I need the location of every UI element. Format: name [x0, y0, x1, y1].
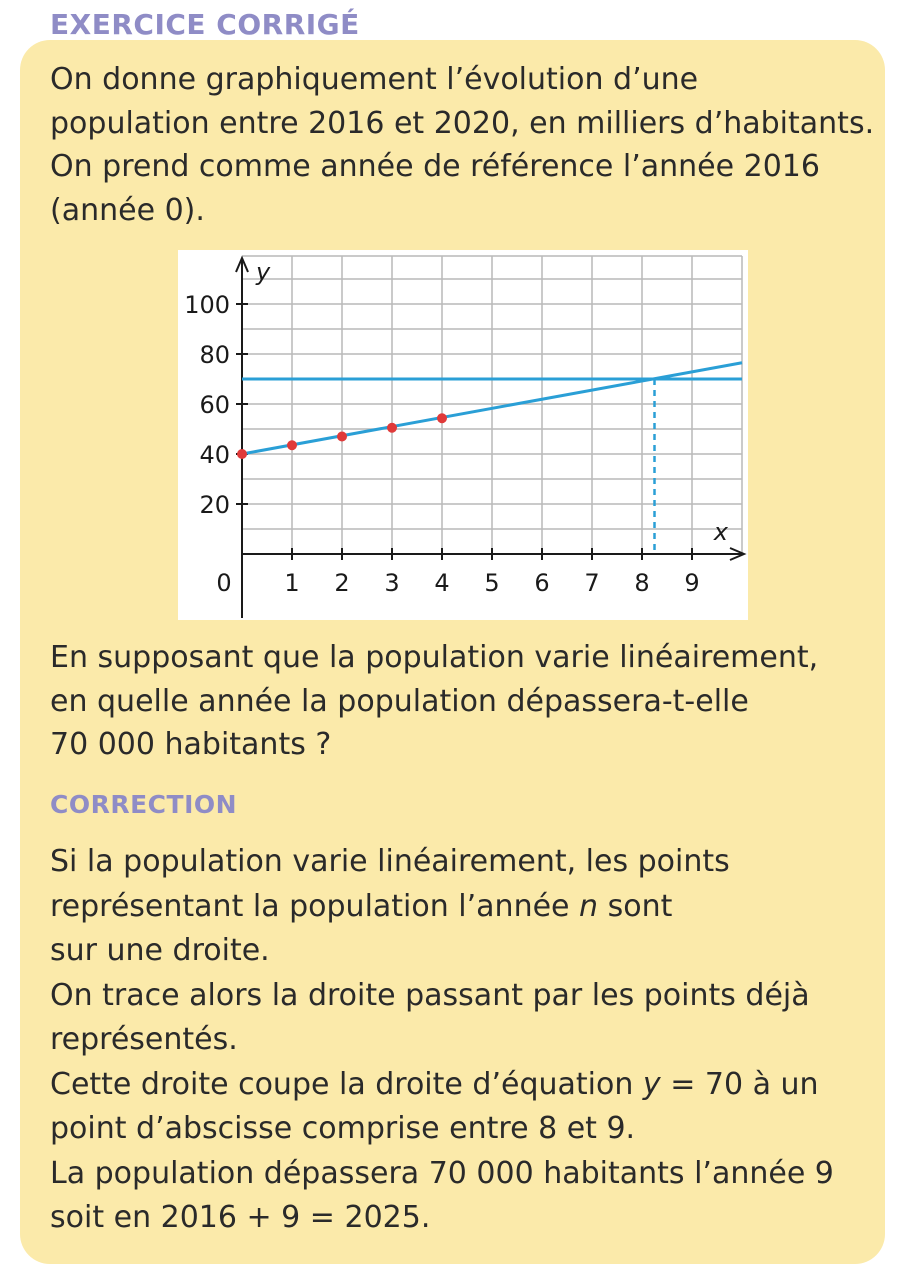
- question-paragraph: [50, 636, 818, 767]
- y-tick-label: 20: [199, 491, 230, 519]
- correction-line: sur une droite.: [50, 933, 270, 968]
- x-tick-label: 7: [584, 569, 600, 597]
- x-tick-label: 8: [634, 569, 650, 597]
- question-line: 70 000 habitants ?: [50, 727, 332, 762]
- correction-line: [50, 1063, 834, 1108]
- intro-line: On prend comme année de référence l’année 2016: [50, 149, 820, 184]
- data-point: [387, 423, 397, 433]
- question-line: en quelle année la population dépassera-t-elle: [50, 683, 749, 719]
- correction-line: On trace alors la droite passant par les points déjà: [50, 977, 810, 1013]
- origin-label: 0: [216, 569, 232, 597]
- x-tick-label: 6: [534, 569, 550, 597]
- data-point: [337, 432, 347, 442]
- x-axis-label: x: [713, 518, 728, 546]
- data-point: [437, 413, 447, 423]
- correction-heading: CORRECTION: [50, 790, 238, 819]
- x-tick-label: 4: [434, 569, 450, 597]
- correction-line: [50, 885, 834, 930]
- y-tick-label: 60: [199, 391, 230, 419]
- x-tick-label: 1: [284, 569, 300, 597]
- intro-line: On donne graphiquement l’évolution d’une: [50, 62, 699, 97]
- intro-line: (année 0).: [50, 192, 205, 228]
- chart-svg: [178, 250, 748, 620]
- correction-line: soit en 2016 + 9 = 2025.: [50, 1200, 431, 1235]
- question-line: En supposant que la population varie linéairement,: [50, 640, 819, 675]
- y-tick-label: 80: [199, 341, 230, 369]
- correction-line: Si la population varie linéairement, les points: [50, 844, 730, 879]
- correction-paragraph: [50, 840, 834, 1241]
- intro-line: population entre 2016 et 2020, en milliers d’habitants.: [50, 105, 875, 141]
- correction-text-segment: Cette droite coupe la droite d’équation: [50, 1066, 643, 1102]
- exercise-title: EXERCICE CORRIGÉ: [50, 8, 360, 41]
- x-tick-label: 2: [334, 569, 350, 597]
- correction-text-segment: sont: [598, 888, 673, 924]
- y-tick-label: 100: [184, 291, 230, 319]
- y-tick-label: 40: [199, 441, 230, 469]
- data-point: [237, 449, 247, 459]
- data-point: [287, 440, 297, 450]
- correction-text-segment: = 70 à un: [660, 1066, 819, 1102]
- variable-n: n: [579, 888, 599, 924]
- y-axis-label: y: [256, 258, 271, 286]
- x-tick-label: 5: [484, 569, 500, 597]
- correction-text-segment: représentant la population l’année: [50, 888, 580, 924]
- correction-line: représentés.: [50, 1022, 238, 1057]
- x-tick-label: 3: [384, 569, 400, 597]
- population-graph: [178, 250, 748, 620]
- variable-y: y: [642, 1066, 661, 1102]
- intro-paragraph: [50, 58, 874, 232]
- correction-line: point d’abscisse comprise entre 8 et 9.: [50, 1111, 636, 1146]
- x-tick-label: 9: [684, 569, 700, 597]
- correction-line: La population dépassera 70 000 habitants l’année 9: [50, 1155, 834, 1191]
